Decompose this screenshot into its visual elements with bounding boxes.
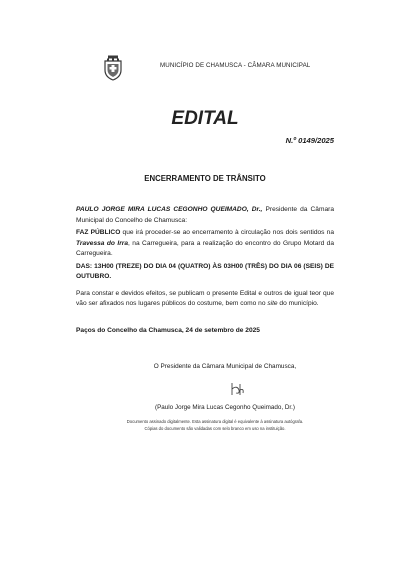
- paragraph-president: [76, 205, 334, 226]
- document-body: [76, 205, 334, 316]
- publication-text-1: Para constar e devidos efeitos, se publicam o presente Edital e outros de igual teor que vão ser afixados nos lugares públicos do costume, bem como no: [76, 289, 334, 307]
- digital-signature-note: [0, 419, 410, 432]
- publication-text-2: do município.: [277, 300, 319, 307]
- street-name: Travessa do Irra: [76, 239, 129, 247]
- handwritten-signature: [227, 381, 247, 397]
- paragraph-publication: [76, 289, 334, 310]
- announcement-lead: FAZ PÚBLICO: [76, 229, 121, 236]
- municipality-header: MUNICÍPIO DE CHAMUSCA - CÂMARA MUNICIPAL: [160, 62, 311, 69]
- president-name: PAULO JORGE MIRA LUCAS CEGONHO QUEIMADO, Dr.,: [76, 206, 263, 213]
- document-title: EDITAL: [171, 108, 239, 129]
- date-line: Paços do Concelho da Chamusca, 24 de setembro de 2025: [76, 327, 260, 334]
- announcement-text-2: , na Carregueira, para a realização do encontro do Grupo Motard da Carregueira.: [76, 239, 334, 257]
- announcement-text-1: que irá proceder-se ao encerramento à circulação nos dois sentidos na: [120, 229, 334, 236]
- footnote-line-1: Documento assinado digitalmente. Esta assinatura digital é equivalente à assinatura autógrafa.: [126, 419, 304, 424]
- president-role: Presidente da Câmara Municipal do Concelho de Chamusca:: [76, 206, 334, 224]
- site-word: site: [267, 300, 278, 307]
- document-subject: ENCERRAMENTO DE TRÂNSITO: [144, 174, 266, 183]
- edital-number: N.º 0149/2025: [285, 136, 334, 145]
- signature-title: O Presidente da Câmara Municipal de Chamusca,: [153, 363, 297, 370]
- signer-name: (Paulo Jorge Mira Lucas Cegonho Queimado, Dr.): [154, 404, 295, 411]
- footnote-line-2: Cópias do documento são validadas com selo branco em uso na instituição.: [144, 425, 286, 431]
- paragraph-announcement: [76, 228, 334, 260]
- paragraph-schedule: DAS: 13H00 (TREZE) DO DIA 04 (QUATRO) ÀS 03H00 (TRÊS) DO DIA 06 (SEIS) DE OUTUBRO.: [76, 262, 334, 280]
- municipal-crest-icon: [103, 55, 123, 81]
